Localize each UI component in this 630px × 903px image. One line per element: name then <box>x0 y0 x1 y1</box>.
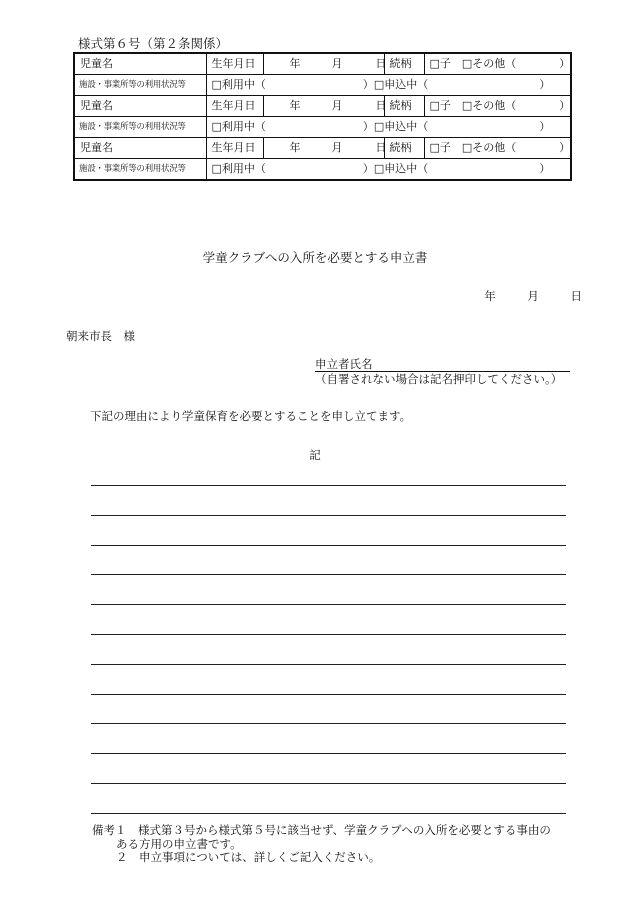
in-use-close: ） <box>362 120 374 133</box>
reason-line[interactable] <box>91 723 566 724</box>
facility-status-row <box>74 75 571 96</box>
dob-label: 生年月日 <box>206 96 263 117</box>
facility-label: 施設・事業所等の利用状況等 <box>74 75 206 96</box>
reason-line[interactable] <box>91 664 566 665</box>
facility-status-field[interactable] <box>206 75 571 96</box>
reason-line[interactable] <box>91 574 566 575</box>
dob-month: 月 <box>331 141 343 154</box>
relation-close: ） <box>559 141 571 154</box>
in-use-option: □利用中（ <box>211 162 266 175</box>
dob-label: 生年月日 <box>206 53 263 75</box>
document-title: 学童クラブへの入所を必要とする申立書 <box>202 250 428 265</box>
applying-close: ） <box>539 162 551 175</box>
reason-line[interactable] <box>91 485 566 486</box>
facility-status-field[interactable] <box>206 159 571 181</box>
child-name-label: 児童名 <box>74 96 206 117</box>
dob-field[interactable] <box>263 53 387 75</box>
dob-day: 日 <box>375 99 387 112</box>
reason-line[interactable] <box>91 634 566 635</box>
reason-line[interactable] <box>91 753 566 754</box>
reason-line[interactable] <box>91 813 566 814</box>
facility-status-field[interactable] <box>206 117 571 138</box>
date-month: 月 <box>527 289 539 303</box>
facility-label: 施設・事業所等の利用状況等 <box>74 159 206 181</box>
relation-close: ） <box>559 57 571 70</box>
child-info-row <box>74 96 571 117</box>
applicant-block <box>315 357 570 386</box>
reason-line[interactable] <box>91 694 566 695</box>
relation-field[interactable] <box>424 96 571 117</box>
in-use-option: □利用中（ <box>211 78 266 91</box>
dob-day: 日 <box>375 57 387 70</box>
date-line <box>484 288 582 304</box>
facility-label: 施設・事業所等の利用状況等 <box>74 117 206 138</box>
relation-options: □子 □その他（ <box>429 57 517 70</box>
applying-close: ） <box>539 120 551 133</box>
applying-option: □申込中（ <box>373 162 429 175</box>
dob-year: 年 <box>289 57 301 70</box>
child-name-label: 児童名 <box>74 53 206 75</box>
dob-field[interactable] <box>263 96 387 117</box>
relation-field[interactable] <box>424 53 571 75</box>
child-info-row <box>74 53 571 75</box>
dob-day: 日 <box>375 141 387 154</box>
note-line-3: ２ 申立事項については、詳しくご記入ください。 <box>116 850 381 864</box>
note-line-2: ある方用の申立書です。 <box>116 836 242 851</box>
dob-label: 生年月日 <box>206 138 263 159</box>
in-use-close: ） <box>362 78 374 91</box>
note-line-1: 備考１ 様式第３号から様式第５号に該当せず、学童クラブへの入所を必要とする事由の <box>92 823 551 837</box>
child-info-row <box>74 138 571 159</box>
child-name-label: 児童名 <box>74 138 206 159</box>
applying-option: □申込中（ <box>373 78 429 91</box>
applying-option: □申込中（ <box>373 120 429 133</box>
relation-label: 続柄 <box>384 96 424 117</box>
ki-heading: 記 <box>309 448 321 462</box>
date-day: 日 <box>570 289 582 303</box>
reason-line[interactable] <box>91 545 566 546</box>
relation-field[interactable] <box>424 138 571 159</box>
relation-label: 続柄 <box>384 53 424 75</box>
form-number: 様式第６号（第２条関係） <box>78 36 229 51</box>
facility-status-row <box>74 117 571 138</box>
applicant-note: （自署されない場合は記名押印してください。） <box>315 372 563 386</box>
dob-year: 年 <box>289 141 301 154</box>
reason-line[interactable] <box>91 783 566 784</box>
dob-year: 年 <box>289 99 301 112</box>
reason-line[interactable] <box>91 515 566 516</box>
applying-close: ） <box>539 78 551 91</box>
children-table <box>73 52 572 181</box>
notes <box>92 824 551 865</box>
relation-options: □子 □その他（ <box>429 99 517 112</box>
addressee: 朝来市長 様 <box>66 329 135 343</box>
in-use-close: ） <box>362 162 374 175</box>
relation-label: 続柄 <box>384 138 424 159</box>
dob-month: 月 <box>331 99 343 112</box>
reason-line[interactable] <box>91 604 566 605</box>
statement: 下記の理由により学童保育を必要とすることを申し立てます。 <box>90 409 412 423</box>
relation-options: □子 □その他（ <box>429 141 517 154</box>
dob-field[interactable] <box>263 138 387 159</box>
facility-status-row <box>74 159 571 181</box>
in-use-option: □利用中（ <box>211 120 266 133</box>
dob-month: 月 <box>331 57 343 70</box>
date-year: 年 <box>484 289 496 303</box>
applicant-name-label: 申立者氏名 <box>315 357 570 372</box>
relation-close: ） <box>559 99 571 112</box>
